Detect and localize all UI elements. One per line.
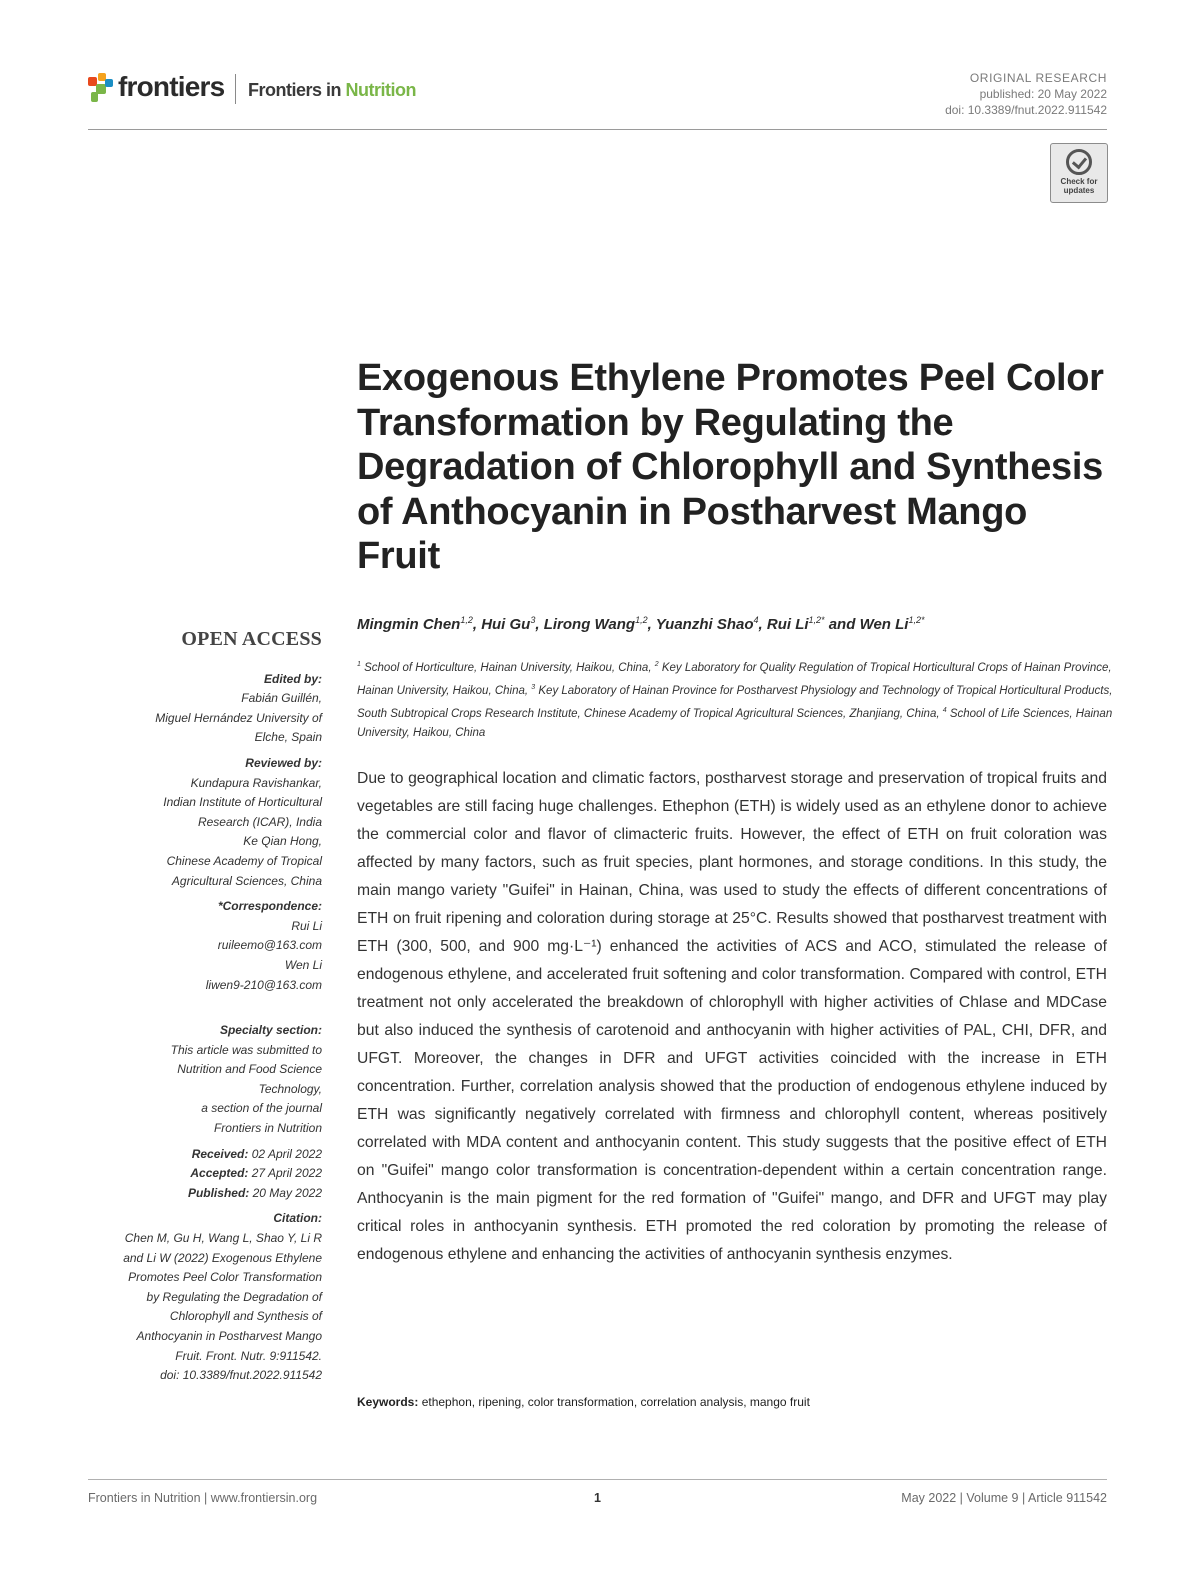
author-separator: , — [535, 616, 544, 633]
editor-line: Fabián Guillén, — [241, 691, 322, 706]
doi-link[interactable]: doi: 10.3389/fnut.2022.911542 — [945, 103, 1107, 117]
reviewer-line: Kundapura Ravishankar, — [190, 775, 322, 790]
author-name[interactable]: Mingmin Chen — [357, 616, 461, 633]
citation-line: and Li W (2022) Exogenous Ethylene — [123, 1250, 322, 1265]
affil-text: Key Laboratory of Hainan Province for Postharvest Physiology and Technology of Tropical Horticultural Products, South Subtropical Crops Research Institute, Chinese Academy of Tropical Agricultural Sciences, Zhanjiang, China, — [357, 684, 1113, 720]
edited-by-label: Edited by: — [263, 671, 322, 686]
reviewer-line: Ke Qian Hong, — [243, 834, 322, 849]
citation-section — [80, 1209, 322, 1385]
author-separator: , — [647, 616, 656, 633]
editor-line: Elche, Spain — [254, 730, 322, 745]
received-label: Received: — [191, 1146, 249, 1161]
author-list — [357, 615, 924, 633]
author-separator: , — [472, 616, 482, 633]
correspondent-email-link[interactable]: liwen9-210@163.com — [205, 977, 322, 992]
published-value: 20 May 2022 — [249, 1185, 322, 1200]
author-separator: and — [824, 616, 860, 633]
check-updates-label-2: updates — [1063, 186, 1095, 195]
reviewed-by-section — [80, 754, 322, 891]
accepted-value: 27 April 2022 — [248, 1166, 322, 1181]
reviewed-by-label: Reviewed by: — [245, 755, 322, 770]
journal-suffix: Nutrition — [345, 80, 417, 100]
dates-section — [80, 1145, 322, 1204]
keywords-text: ethephon, ripening, color transformation, correlation analysis, mango fruit — [421, 1395, 810, 1409]
affil-text: Key Laboratory for Quality Regulation of Tropical Horticultural Crops of Hainan Province, Hainan University, Haikou, China, — [357, 661, 1112, 697]
article-sidebar — [80, 630, 322, 1392]
reviewer-line: Agricultural Sciences, China — [171, 873, 322, 888]
header-divider — [235, 74, 236, 104]
accepted-label: Accepted: — [190, 1166, 249, 1181]
footer-journal-link[interactable]: Frontiers in Nutrition | www.frontiersin.org — [88, 1491, 318, 1505]
citation-line: Promotes Peel Color Transformation — [128, 1270, 322, 1285]
author-affil-sup: 1,2* — [808, 615, 825, 625]
abstract-body: Due to geographical location and climatic factors, postharvest storage and preservation of tropical fruits and vegetables are still facing huge challenges. Ethephon (ETH) is widely used as an ethylene donor to achieve the commercial color and flavor of climacteric fruits. However, the effect of ETH on fruit coloration was affected by many factors, such as fruit species, plant hormones, and storage conditions. In this study, the main mango variety "Guifei" in Hainan, China, was used to study the effects of different concentrations of ETH on fruit ripening and coloration during storage at 25°C. Results showed that postharvest treatment with ETH (300, 500, and 900 mg·L⁻¹) enhanced the activities of ACS and ACO, stimulated the release of endogenous ethylene, and accelerated fruit softening and color transformation. Compared with control, ETH treatment not only accelerated the breakdown of chlorophyll with higher activities of Chlase and MDCase but also induced the synthesis of carotenoid and anthocyanin with higher activities of PAL, CHI, DFR, and UFGT. Moreover, the changes in DFR and UFGT activities coincided with the increase in ETH concentration. Further, correlation analysis showed that the production of endogenous ethylene induced by ETH was significantly negatively correlated with firmness and chlorophyll content, whereas positively correlated with MDA content and anthocyanin content. This study suggests that the positive effect of ETH on "Guifei" mango color transformation is concentration-dependent within a certain concentration range. Anthocyanin is the main pigment for the red formation of "Guifei" mango, and DFR and UFGT may play critical roles in anthocyanin synthesis. ETH promoted the red coloration by promoting the release of endogenous ethylene and enhancing the activities of anthocyanin synthesis enzymes. — [357, 770, 1107, 1263]
reviewer-line: Indian Institute of Horticultural — [163, 795, 322, 810]
author-name[interactable]: Rui Li — [766, 616, 809, 633]
correspondent-name: Wen Li — [284, 957, 322, 972]
accepted-date — [80, 1164, 322, 1184]
check-for-updates-button[interactable] — [1050, 143, 1108, 203]
check-icon — [1066, 149, 1092, 175]
affil-text: School of Horticulture, Hainan University, Haikou, China, — [360, 661, 655, 674]
published-label: Published: — [187, 1185, 250, 1200]
article-meta — [945, 70, 1107, 118]
specialty-section — [80, 1021, 322, 1139]
author-separator: , — [758, 616, 767, 633]
specialty-label: Specialty section: — [219, 1023, 322, 1038]
header-rule — [88, 129, 1107, 130]
affil-text: School of Life Sciences, Hainan University, Haikou, China — [357, 707, 1113, 740]
footer-rule — [88, 1479, 1107, 1480]
specialty-line: a section of the journal — [201, 1101, 322, 1116]
author-affil-sup: 1,2* — [908, 615, 925, 625]
footer-volume-info: May 2022 | Volume 9 | Article 911542 — [901, 1491, 1107, 1505]
author-affil-sup: 1,2 — [460, 615, 473, 625]
specialty-line: Nutrition and Food Science — [177, 1062, 322, 1077]
correspondent-email-link[interactable]: ruileemo@163.com — [217, 938, 322, 953]
open-access-label: OPEN ACCESS — [181, 628, 322, 650]
affiliations — [357, 655, 1117, 743]
citation-label: Citation: — [273, 1211, 322, 1226]
author-name[interactable]: Wen Li — [859, 616, 909, 633]
citation-line: Fruit. Front. Nutr. 9:911542. — [175, 1348, 322, 1363]
check-updates-label-1: Check for — [1060, 177, 1098, 186]
affil-sup: 3 — [531, 683, 536, 691]
correspondence-section — [80, 897, 322, 995]
keywords — [357, 1395, 810, 1409]
journal-name — [248, 80, 416, 101]
keywords-label: Keywords: — [357, 1395, 419, 1409]
received-value: 02 April 2022 — [248, 1146, 322, 1161]
affil-sup: 4 — [942, 706, 947, 714]
article-type: ORIGINAL RESEARCH — [969, 71, 1107, 85]
citation-line: by Regulating the Degradation of — [146, 1289, 322, 1304]
citation-line: Anthocyanin in Postharvest Mango — [136, 1329, 322, 1343]
citation-doi-link[interactable]: doi: 10.3389/fnut.2022.911542 — [160, 1368, 322, 1383]
specialty-line: This article was submitted to — [170, 1042, 322, 1057]
correspondence-label: *Correspondence: — [217, 899, 322, 914]
author-name[interactable]: Hui Gu — [481, 616, 531, 633]
edited-by-section — [80, 670, 322, 748]
frontiers-logo-icon — [88, 73, 114, 103]
article-title: Exogenous Ethylene Promotes Peel Color Transformation by Regulating the Degradation of Chlorophyll and Synthesis of Anthocyanin in Postharvest Mango Fruit — [357, 357, 1104, 577]
citation-line: Chen M, Gu H, Wang L, Shao Y, Li R — [124, 1231, 322, 1246]
received-date — [80, 1145, 322, 1165]
specialty-line: Frontiers in Nutrition — [213, 1121, 322, 1136]
editor-line: Miguel Hernández University of — [155, 710, 322, 725]
page-number: 1 — [594, 1491, 601, 1505]
citation-line: Chlorophyll and Synthesis of — [169, 1309, 322, 1324]
affil-sup: 1 — [357, 661, 361, 668]
published-date: published: 20 May 2022 — [979, 87, 1107, 101]
author-name[interactable]: Lirong Wang — [543, 616, 636, 633]
reviewer-line: Chinese Academy of Tropical — [166, 853, 322, 868]
author-affil-sup: 4 — [753, 615, 759, 625]
sidebar-spacer — [80, 1001, 322, 1021]
author-name[interactable]: Yuanzhi Shao — [655, 616, 754, 633]
journal-prefix: Frontiers in — [248, 80, 342, 100]
affil-sup: 2 — [654, 661, 659, 668]
published-date-sidebar — [80, 1184, 322, 1204]
correspondent-name: Rui Li — [291, 918, 322, 933]
specialty-line: Technology, — [258, 1081, 322, 1096]
reviewer-line: Research (ICAR), India — [197, 814, 322, 829]
publisher-wordmark: frontiers — [118, 71, 225, 102]
author-affil-sup: 3 — [530, 615, 536, 625]
author-affil-sup: 1,2 — [635, 615, 648, 625]
